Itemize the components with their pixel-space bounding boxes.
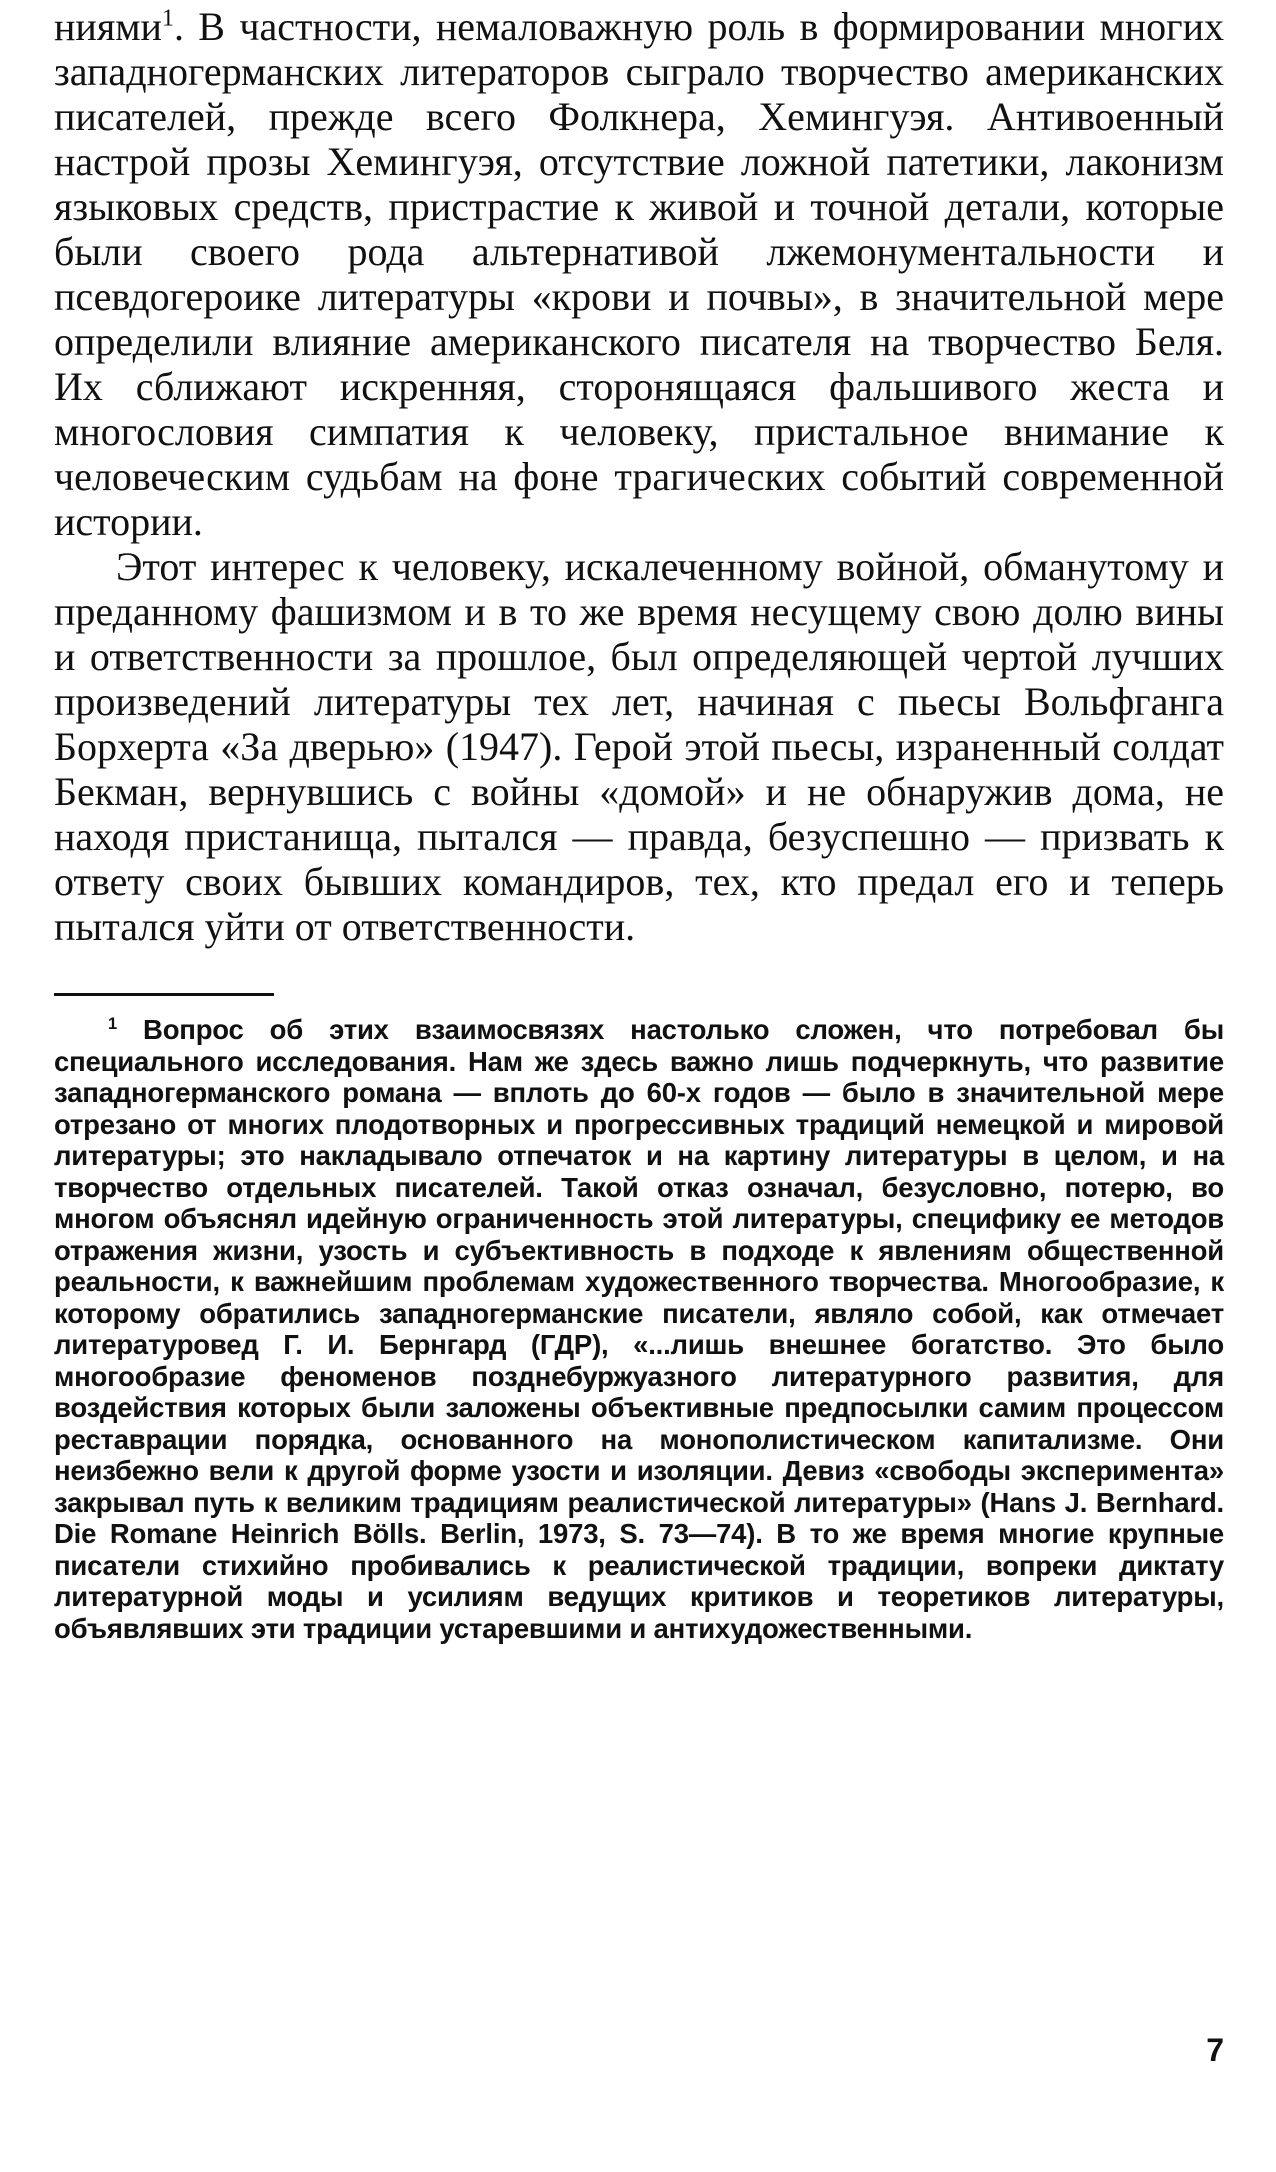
footnote-text: Вопрос об этих взаимосвязях настолько сложен, что потребовал бы специального исследования. Нам же здесь важно лишь подчеркнуть, что развитие западногерманского романа — вплоть до 60-х годов — было в значительной мере отрезано от многих плодотворных и прогрессивных традиций немецкой и мировой литературы; это накладывало отпечаток и на картину литературы в целом, и на творчество отдельных писателей. Такой отказ означал, безусловно, потерю, во многом объяснял идейную ограниченность этой литературы, специфику ее методов отражения жизни, узость и субъективность в подходе к явлениям общественной реальности, к важнейшим проблемам художественного творчества. Многообразие, к которому обратились западногерманские писатели, являло собой, как отмечает литературовед Г. И. Бернгард (ГДР), «...лишь внешнее богатство. Это было многообразие феноменов позднебуржуазного литературного развития, для воздействия которых были заложены объективные предпосылки самим процессом реставрации порядка, основанного на монополистическом капитализме. Они неизбежно вели к другой форме узости и изоляции. Девиз «свободы эксперимента» закрывал путь к великим традициям реалистической литературы» (Hans J. Bernhard. Die Romane Heinrich Bölls. Berlin, 1973, S. 73—74). В то же время многие крупные писатели стихийно пробивались к реалистической традиции, вопреки диктату литературной моды и усилиям ведущих критиков и теоретиков литературы, объявлявших эти традиции устаревшими и антихудожественными.	[54, 1014, 1224, 1644]
paragraph-2: Этот интерес к человеку, искалеченному войной, обманутому и преданному фашизмом и в то же время несущему свою долю вины и ответственности за прошлое, был определяющей чертой лучших произведений литературы тех лет, начиная с пьесы Вольфганга Борхерта «За дверью» (1947). Герой этой пьесы, израненный солдат Бекман, вернувшись с войны «домой» и не обнаружив дома, не находя пристанища, пытался — правда, безуспешно — призвать к ответу своих бывших командиров, тех, кто предал его и теперь пытался уйти от ответственности.	[54, 544, 1224, 949]
footnote-reference-mark[interactable]: 1	[161, 5, 174, 32]
footnote	[54, 1014, 1224, 1644]
footnote-divider	[54, 993, 274, 996]
paragraph-1	[54, 4, 1224, 544]
paragraph-1-start: ниями	[54, 4, 162, 49]
page-number: 7	[1206, 2032, 1224, 2068]
page-body	[54, 0, 1224, 1644]
footnote-mark: 1	[108, 1014, 117, 1033]
paragraph-1-rest: . В частности, немаловажную роль в формировании многих западногерманских литераторов сыграло творчество американских писателей, прежде всего Фолкнера, Хемингуэя. Антивоенный настрой прозы Хемингуэя, отсутствие ложной патетики, лаконизм языковых средств, пристрастие к живой и точной детали, которые были своего рода альтернативой лжемонументальности и псевдогероике литературы «крови и почвы», в значительной мере определили влияние американского писателя на творчество Беля. Их сближают искренняя, сторонящаяся фальшивого жеста и многословия симпатия к человеку, пристальное внимание к человеческим судьбам на фоне трагических событий современной истории.	[54, 4, 1224, 544]
main-text	[54, 0, 1224, 949]
